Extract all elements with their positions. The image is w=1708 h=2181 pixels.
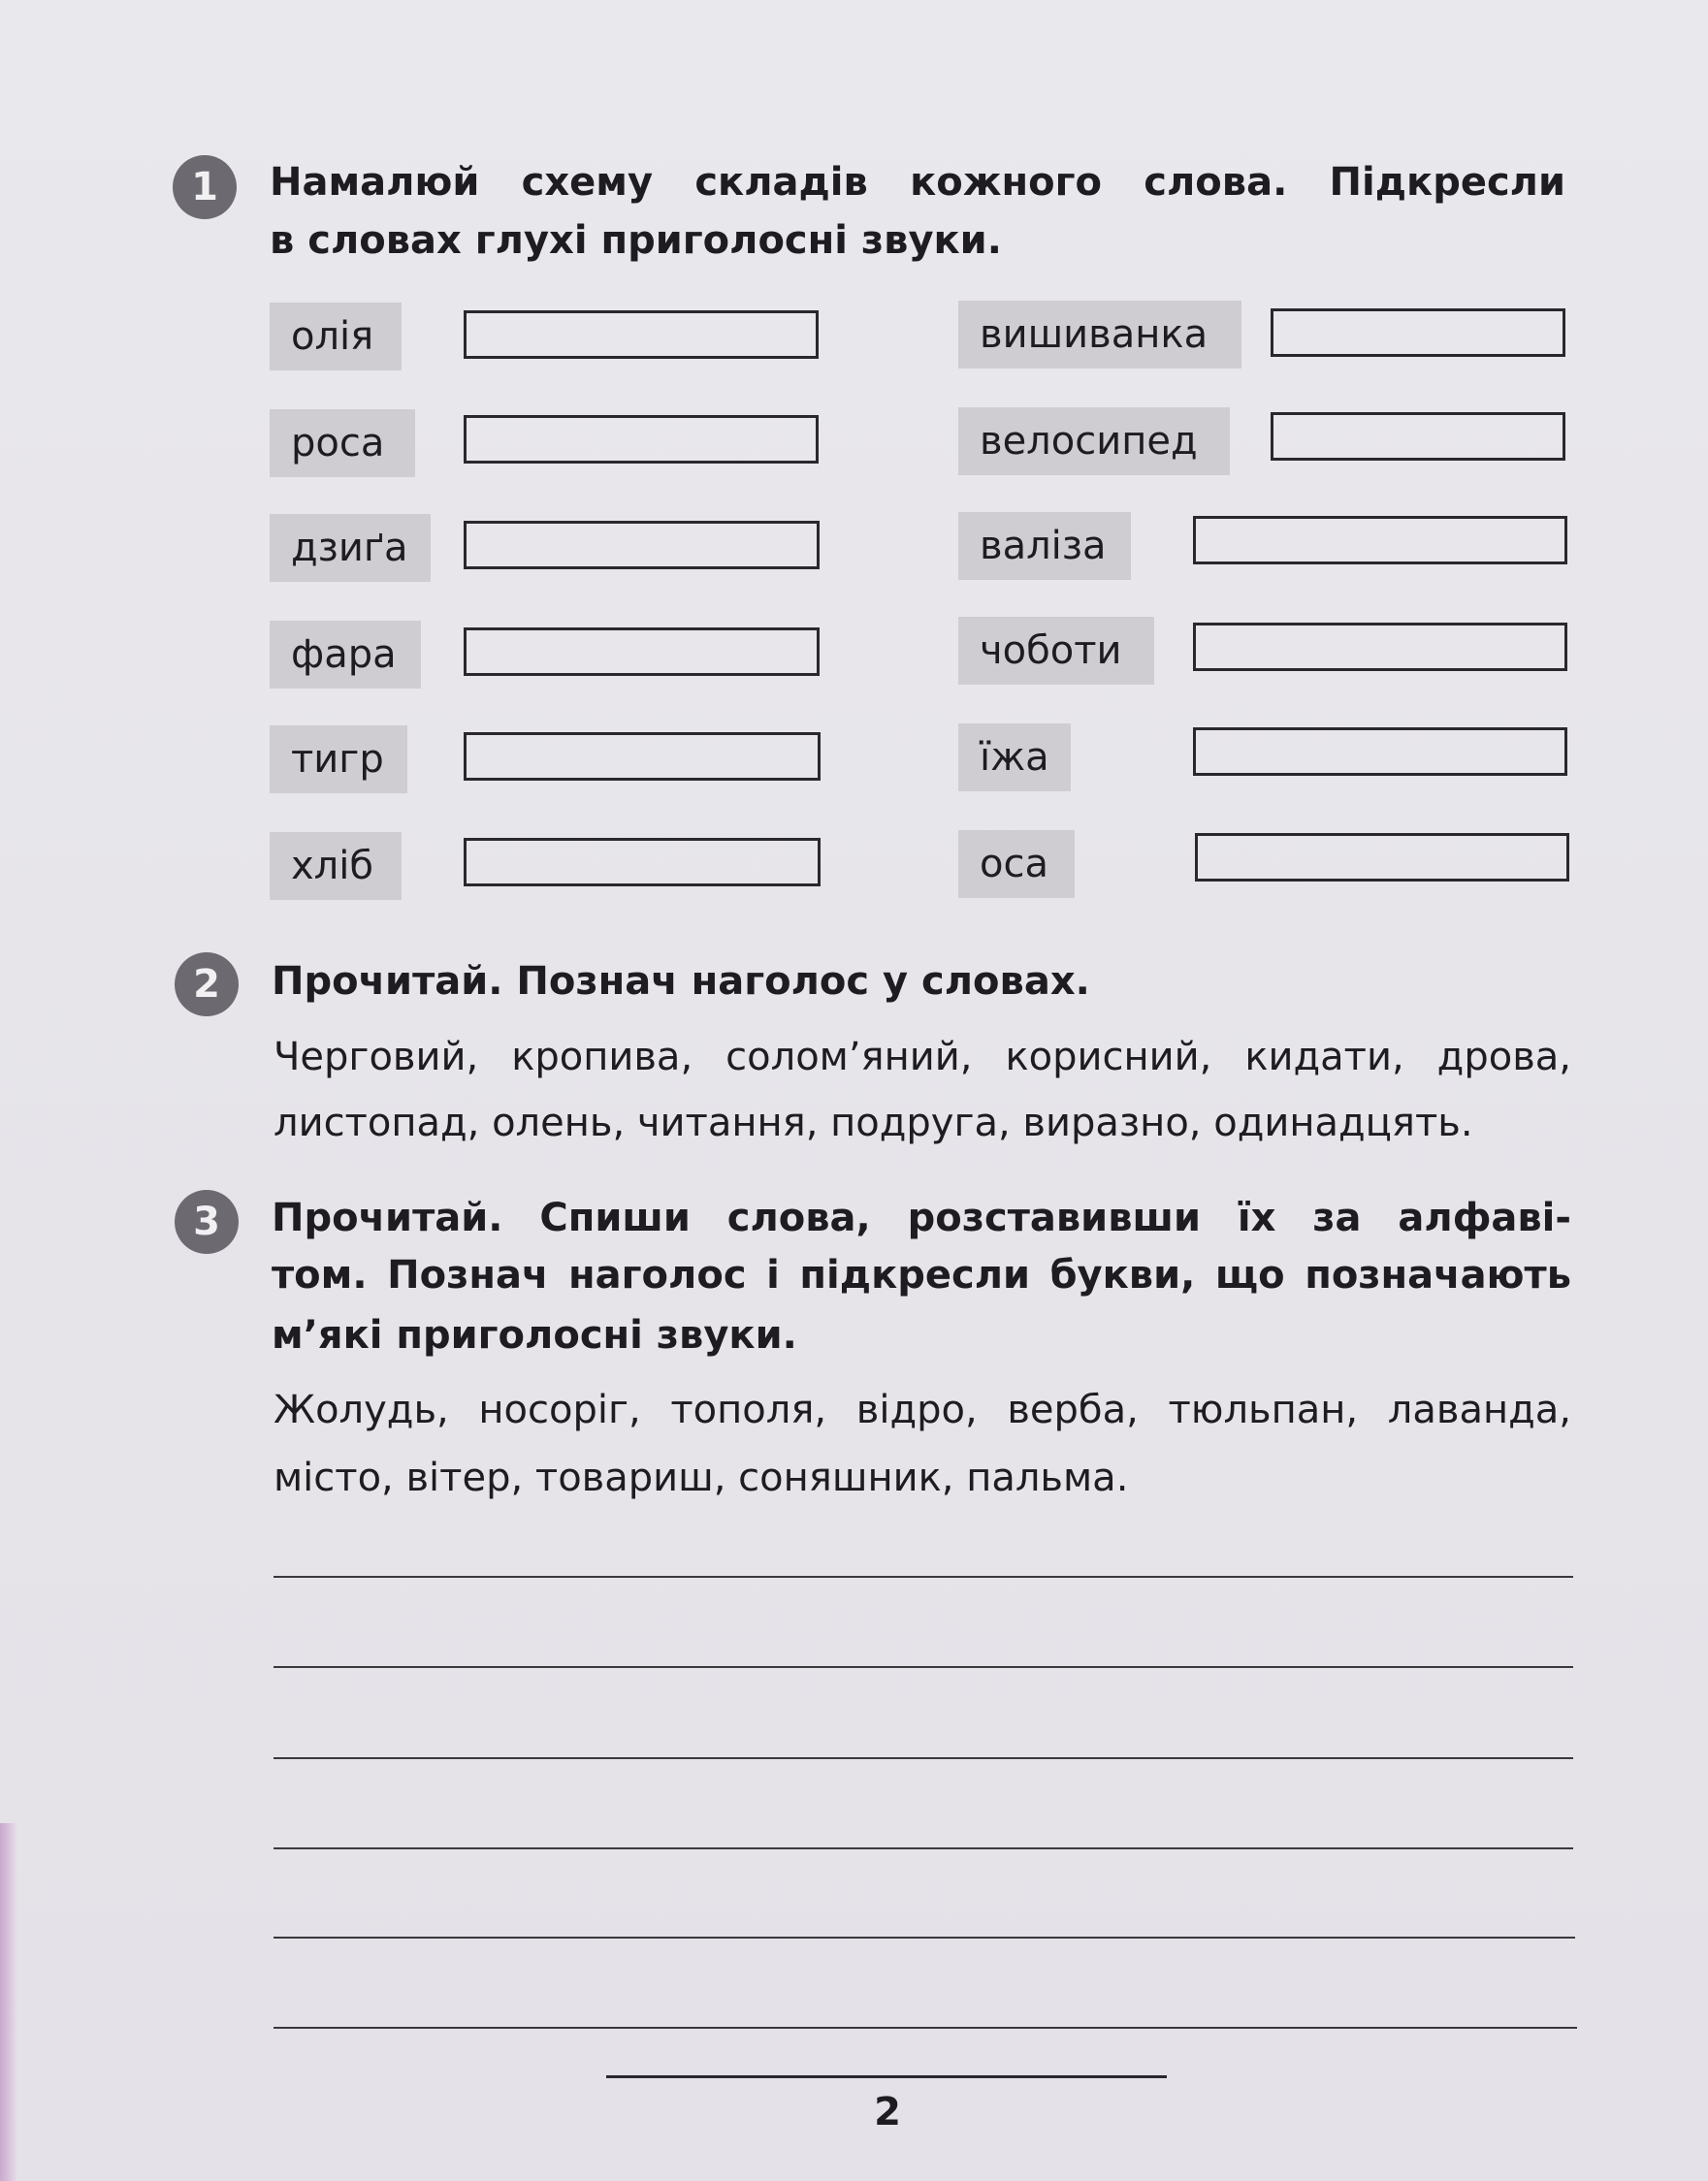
syllable-scheme-box[interactable] xyxy=(464,838,821,886)
word-chip: валіза xyxy=(958,512,1131,580)
page-edge-shadow xyxy=(0,1823,17,2181)
syllable-scheme-box[interactable] xyxy=(1195,833,1569,882)
writing-line[interactable] xyxy=(274,2027,1577,2029)
syllable-scheme-box[interactable] xyxy=(1271,412,1565,461)
writing-line[interactable] xyxy=(274,1576,1573,1578)
word-chip: роса xyxy=(270,409,415,477)
writing-line[interactable] xyxy=(274,1847,1573,1849)
word-chip: хліб xyxy=(270,832,402,900)
writing-line[interactable] xyxy=(274,1937,1575,1939)
task3-number-badge: 3 xyxy=(175,1190,239,1254)
word-chip: чоботи xyxy=(958,617,1154,685)
task2-text-line1: Черговий, кропива, солом’яний, корисний, кидати, дрова, xyxy=(274,1035,1571,1079)
word-chip: тигр xyxy=(270,725,407,793)
task2-text-line2: листопад, олень, читання, подруга, виразно, одинадцять. xyxy=(274,1101,1473,1145)
task3-heading-line1: Прочитай. Спиши слова, розставивши їх за алфаві- xyxy=(272,1196,1571,1240)
syllable-scheme-box[interactable] xyxy=(1193,623,1567,671)
syllable-scheme-box[interactable] xyxy=(464,732,821,781)
word-chip: їжа xyxy=(958,723,1071,791)
task3-heading-line3: м’які приголосні звуки. xyxy=(272,1313,797,1358)
task3-text-line1: Жолудь, носоріг, тополя, відро, верба, тюльпан, лаванда, xyxy=(274,1388,1571,1432)
word-chip: олія xyxy=(270,303,402,370)
word-chip: дзиґа xyxy=(270,514,431,582)
word-chip: велосипед xyxy=(958,407,1230,475)
task2-number-badge: 2 xyxy=(175,952,239,1016)
word-chip: оса xyxy=(958,830,1075,898)
task2-heading: Прочитай. Познач наголос у словах. xyxy=(272,959,1090,1004)
writing-line[interactable] xyxy=(274,1757,1573,1759)
task3-heading-line2: том. Познач наголос і підкресли букви, що позначають xyxy=(272,1253,1571,1298)
syllable-scheme-box[interactable] xyxy=(1271,308,1565,357)
syllable-scheme-box[interactable] xyxy=(1193,727,1567,776)
syllable-scheme-box[interactable] xyxy=(464,627,820,676)
syllable-scheme-box[interactable] xyxy=(1193,516,1567,564)
syllable-scheme-box[interactable] xyxy=(464,521,820,569)
task1-heading-line1: Намалюй схему складів кожного слова. Підкресли xyxy=(270,160,1565,205)
syllable-scheme-box[interactable] xyxy=(464,415,819,464)
task1-heading-line2: в словах глухі приголосні звуки. xyxy=(270,218,1002,263)
writing-line[interactable] xyxy=(274,1666,1573,1668)
syllable-scheme-box[interactable] xyxy=(464,310,819,359)
task3-text-line2: місто, вітер, товариш, соняшник, пальма. xyxy=(274,1456,1129,1500)
footer-rule xyxy=(606,2075,1167,2078)
page-number: 2 xyxy=(874,2090,901,2134)
task1-number-badge: 1 xyxy=(173,155,237,219)
word-chip: вишиванка xyxy=(958,301,1241,369)
word-chip: фара xyxy=(270,621,421,689)
